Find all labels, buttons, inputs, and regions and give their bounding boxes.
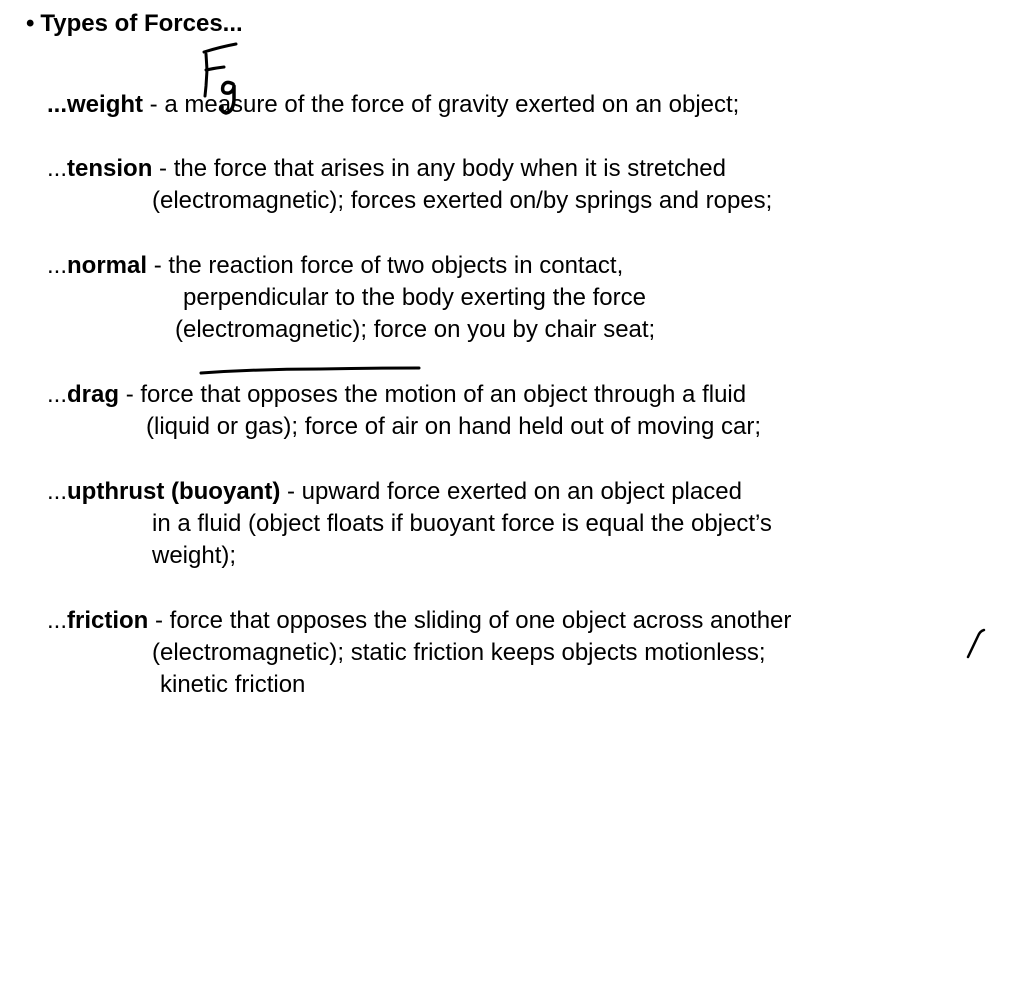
weight-term: weight bbox=[67, 91, 144, 118]
weight-definition-line-1: - a measure of the force of gravity exerted on an object; bbox=[143, 91, 740, 118]
friction-prefix: ... bbox=[47, 607, 68, 634]
normal-definition-line-2: perpendicular to the body exerting the force bbox=[183, 284, 646, 311]
tension-prefix: ... bbox=[47, 155, 68, 182]
force-item-upthrust bbox=[47, 476, 742, 508]
upthrust-term: upthrust (buoyant) bbox=[67, 478, 281, 505]
force-item-drag bbox=[47, 379, 746, 411]
friction-term: friction bbox=[67, 607, 149, 634]
force-item-friction bbox=[47, 605, 791, 637]
upthrust-definition-line-1: - upward force exerted on an object placed bbox=[280, 478, 742, 505]
force-item-weight bbox=[47, 89, 739, 121]
normal-definition-line-1: - the reaction force of two objects in contact, bbox=[147, 252, 624, 279]
tension-definition-line-2: (electromagnetic); forces exerted on/by springs and ropes; bbox=[152, 187, 773, 214]
friction-definition-line-1: - force that opposes the sliding of one object across another bbox=[148, 607, 792, 634]
handwritten-f-top-bar bbox=[204, 44, 236, 52]
drag-definition-line-1: - force that opposes the motion of an object through a fluid bbox=[119, 381, 747, 408]
upthrust-definition-line-2: in a fluid (object floats if buoyant force is equal the object’s bbox=[152, 510, 772, 537]
normal-term: normal bbox=[67, 252, 148, 279]
normal-definition-line-3: (electromagnetic); force on you by chair seat; bbox=[175, 316, 656, 343]
tension-definition-line-1: - the force that arises in any body when it is stretched bbox=[152, 155, 726, 182]
handwritten-underline bbox=[201, 368, 419, 373]
drag-term: drag bbox=[67, 381, 120, 408]
handwritten-f-mid-bar bbox=[206, 67, 224, 70]
upthrust-prefix: ... bbox=[47, 478, 68, 505]
normal-prefix: ... bbox=[47, 252, 68, 279]
title-text: Types of Forces... bbox=[40, 10, 243, 37]
friction-definition-line-2: (electromagnetic); static friction keeps objects motionless; bbox=[152, 639, 766, 666]
page-title bbox=[26, 9, 243, 39]
force-item-tension bbox=[47, 153, 726, 185]
weight-prefix: ... bbox=[47, 91, 68, 118]
friction-definition-line-3: kinetic friction bbox=[160, 671, 306, 698]
force-item-normal bbox=[47, 250, 623, 282]
bullet-icon: • bbox=[26, 10, 35, 37]
drag-prefix: ... bbox=[47, 381, 68, 408]
drag-definition-line-2: (liquid or gas); force of air on hand held out of moving car; bbox=[146, 413, 761, 440]
handwritten-slash-mark bbox=[968, 630, 984, 657]
tension-term: tension bbox=[67, 155, 153, 182]
upthrust-definition-line-3: weight); bbox=[152, 542, 237, 569]
